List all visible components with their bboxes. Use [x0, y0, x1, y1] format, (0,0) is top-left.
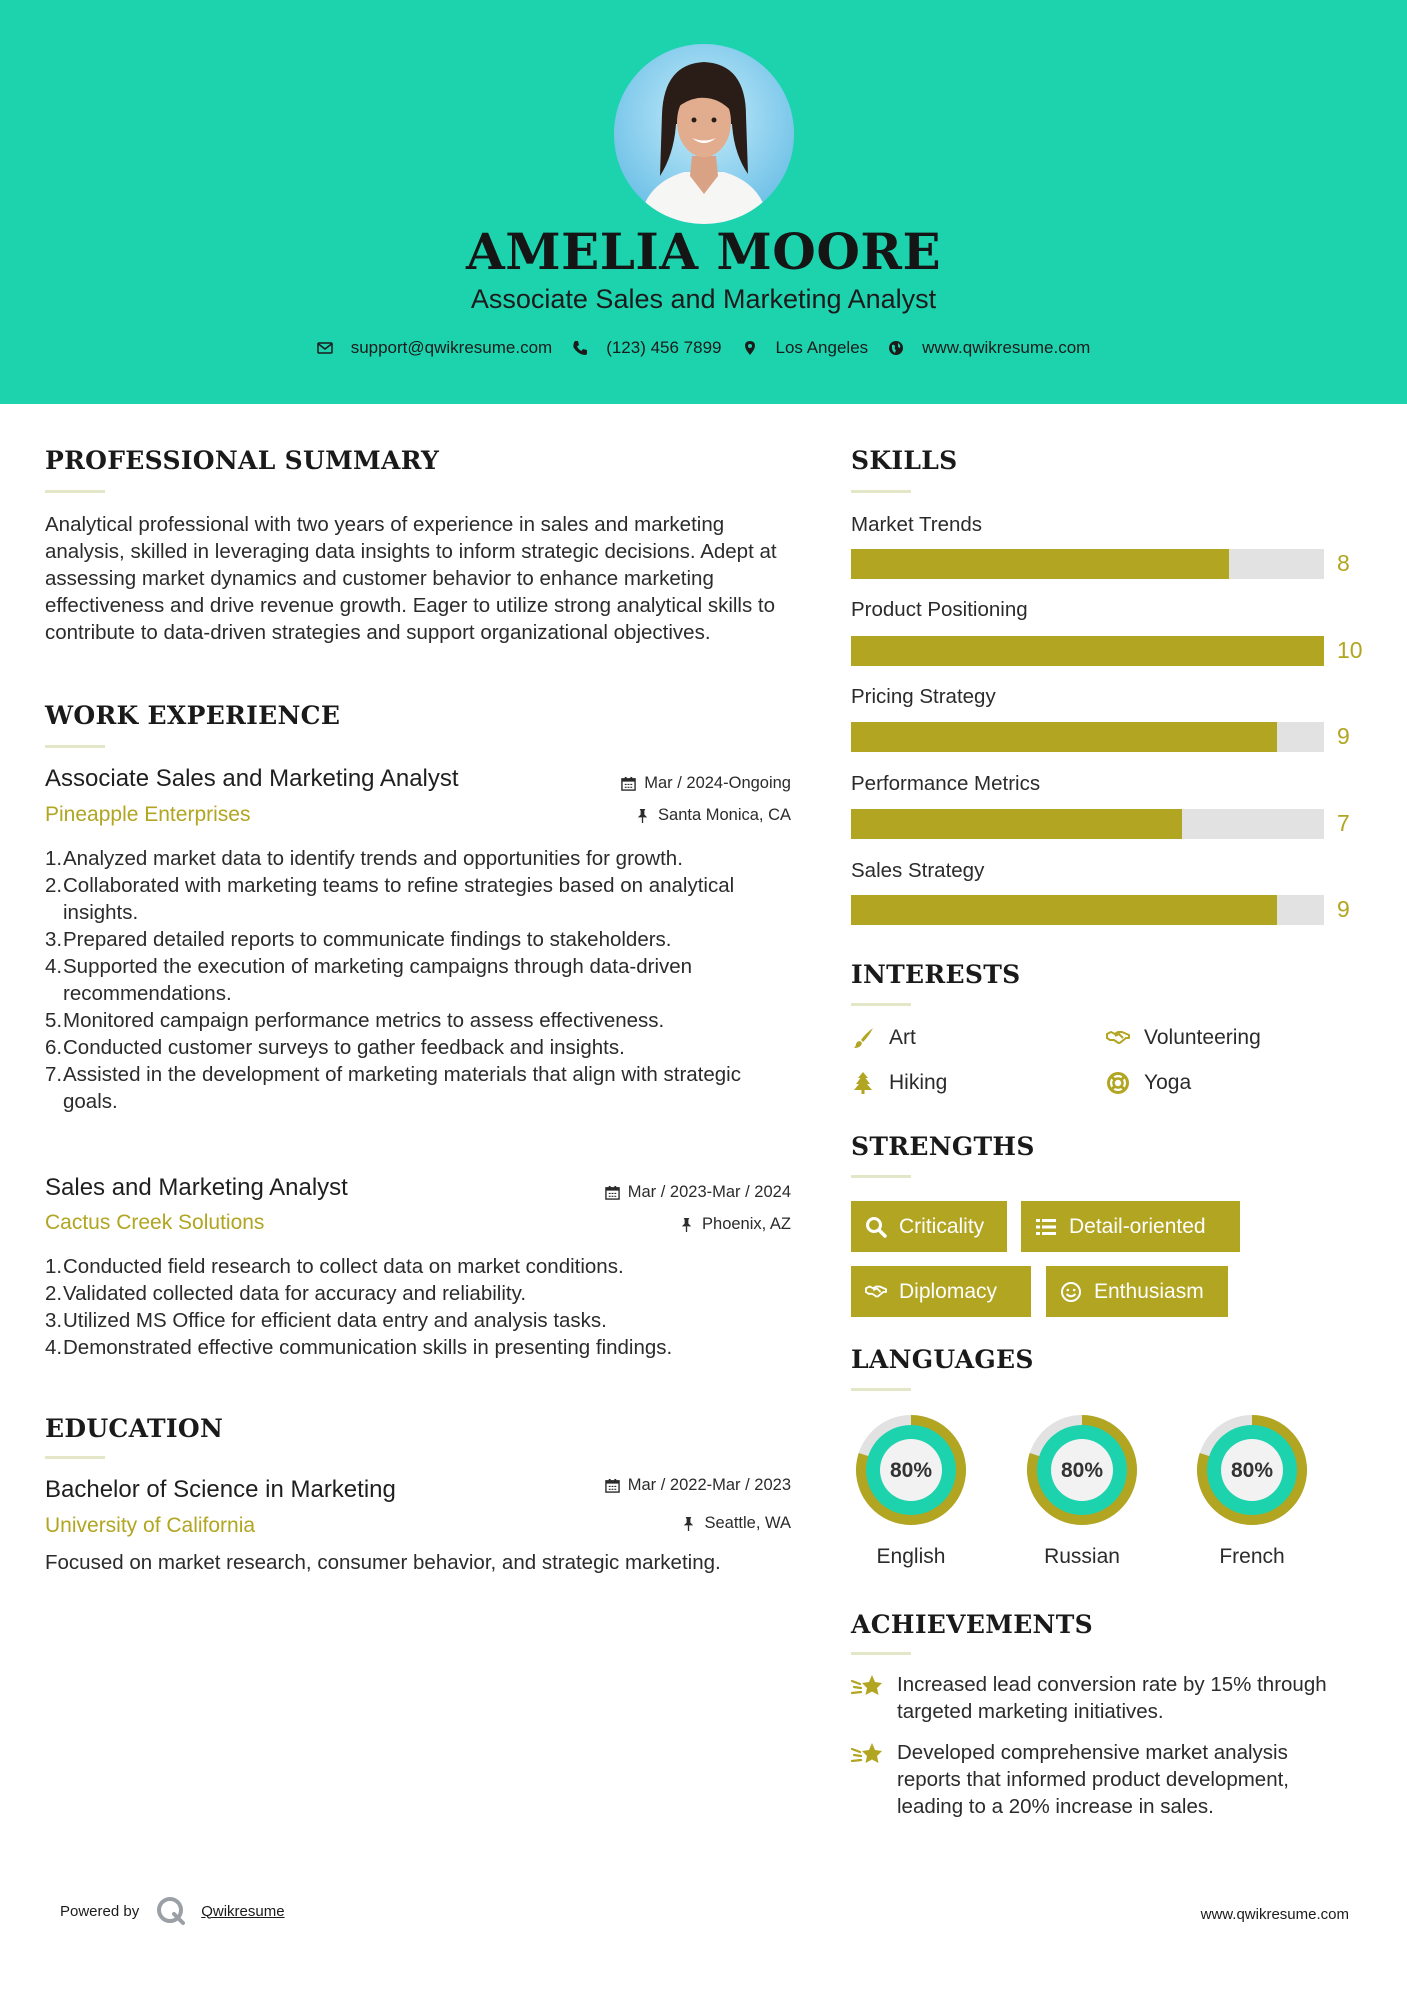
brand-link[interactable]: Qwikresume [201, 1902, 285, 1920]
job-location [540, 806, 791, 825]
interest-item [1106, 1026, 1261, 1050]
strength-label: Diplomacy [899, 1279, 998, 1303]
languages-heading: LANGUAGES [851, 1345, 1034, 1374]
language-name: English [876, 1545, 946, 1568]
experience-divider [45, 745, 105, 748]
achievements-heading: ACHIEVEMENTS [851, 1610, 1093, 1639]
strength-tag [851, 1266, 1031, 1317]
job-title: Associate Sales and Marketing Analyst [45, 765, 459, 792]
language-donut [1021, 1409, 1143, 1531]
job-responsibilities [45, 1253, 805, 1361]
skill-bar [851, 636, 1324, 666]
qwikresume-logo-icon [155, 1895, 187, 1927]
candidate-title: Associate Sales and Marketing Analyst [470, 284, 937, 314]
list-item: Collaborated with marketing teams to refine strategies based on analytical insights. [63, 874, 735, 924]
interest-label: Art [889, 1026, 916, 1049]
list-item: Conducted customer surveys to gather feedback and insights. [63, 1036, 625, 1059]
summary-divider [45, 490, 105, 493]
achievement-text: Increased lead conversion rate by 15% through targeted marketing initiatives. [897, 1673, 1327, 1723]
skill-score: 8 [1337, 550, 1350, 576]
candidate-name: AMELIA MOORE [465, 222, 942, 281]
language-name: Russian [1044, 1545, 1120, 1568]
company-name: Cactus Creek Solutions [45, 1211, 265, 1234]
lifebuoy-icon [1106, 1071, 1130, 1095]
skill-label: Product Positioning [851, 598, 1028, 621]
education-location-text: Seattle, WA [704, 1514, 791, 1532]
interests-heading: INTERESTS [851, 960, 1021, 989]
contact-phone[interactable] [572, 338, 721, 358]
achievements-divider [851, 1652, 911, 1655]
smile-icon [1060, 1281, 1082, 1303]
language-percent: 80% [1060, 1459, 1104, 1482]
skills-heading: SKILLS [851, 446, 958, 475]
school-name: University of California [45, 1514, 256, 1537]
job-location [540, 1215, 791, 1234]
list-item: Utilized MS Office for efficient data entry and analysis tasks. [63, 1309, 607, 1332]
interest-label: Volunteering [1144, 1026, 1261, 1049]
interest-item [1106, 1071, 1191, 1095]
pushpin-icon [635, 808, 650, 823]
location-text: Los Angeles [775, 338, 869, 357]
skill-bar-fill [851, 895, 1277, 925]
education-dates [540, 1476, 791, 1495]
globe-icon [888, 340, 904, 356]
language-item [850, 1409, 972, 1569]
contact-website[interactable] [888, 338, 1090, 358]
list-item: Conducted field research to collect data on market conditions. [63, 1255, 624, 1278]
skill-bar-fill [851, 809, 1182, 839]
skill-bar [851, 895, 1324, 925]
pushpin-icon [681, 1516, 696, 1531]
handshake-icon [1106, 1026, 1130, 1050]
strengths-heading: STRENGTHS [851, 1132, 1035, 1161]
phone-text: (123) 456 7899 [606, 338, 722, 357]
language-item [1191, 1409, 1313, 1569]
list-item: Assisted in the development of marketing materials that align with strategic goals. [63, 1063, 741, 1113]
skill-bar [851, 809, 1324, 839]
skill-bar [851, 722, 1324, 752]
pushpin-icon [679, 1217, 694, 1232]
language-percent: 80% [1230, 1459, 1274, 1482]
interest-label: Hiking [889, 1071, 948, 1094]
strength-tag [1021, 1201, 1240, 1252]
skill-label: Pricing Strategy [851, 685, 996, 708]
job-location-text: Santa Monica, CA [658, 806, 791, 824]
shooting-star-icon [851, 1671, 885, 1701]
language-item [1021, 1409, 1143, 1569]
language-donut [850, 1409, 972, 1531]
skill-score: 7 [1337, 810, 1350, 836]
job-dates-text: Mar / 2023-Mar / 2024 [627, 1183, 791, 1201]
summary-heading: PROFESSIONAL SUMMARY [45, 446, 440, 475]
search-icon [865, 1216, 887, 1238]
education-dates-text: Mar / 2022-Mar / 2023 [627, 1476, 791, 1494]
job-location-text: Phoenix, AZ [702, 1215, 791, 1233]
resume-header [0, 0, 1407, 404]
contact-email[interactable] [317, 338, 553, 358]
calendar-icon [605, 1185, 620, 1200]
language-percent: 80% [889, 1459, 933, 1482]
interest-label: Yoga [1144, 1071, 1192, 1094]
skill-score: 10 [1337, 637, 1363, 663]
phone-icon [572, 340, 588, 356]
job-responsibilities [45, 845, 800, 1115]
languages-divider [851, 1388, 911, 1391]
skills-divider [851, 490, 911, 493]
footer-powered-by [60, 1895, 285, 1927]
strengths-divider [851, 1175, 911, 1178]
envelope-icon [317, 340, 333, 356]
skill-bar-fill [851, 722, 1277, 752]
company-name: Pineapple Enterprises [45, 803, 251, 826]
strength-tag [851, 1201, 1007, 1252]
handshake-icon [865, 1281, 887, 1303]
skill-label: Sales Strategy [851, 859, 985, 882]
footer-website[interactable]: www.qwikresume.com [1200, 1906, 1349, 1923]
website-text: www.qwikresume.com [922, 338, 1091, 357]
list-item: Supported the execution of marketing campaigns through data-driven recommendations. [63, 955, 693, 1005]
achievement-text: Developed comprehensive market analysis reports that informed product development, leading to a 20% increase in sales. [897, 1741, 1289, 1818]
job-title: Sales and Marketing Analyst [45, 1174, 348, 1201]
strength-label: Criticality [899, 1214, 985, 1238]
list-item: Monitored campaign performance metrics to assess effectiveness. [63, 1009, 665, 1032]
interests-divider [851, 1003, 911, 1006]
achievement-item [851, 1671, 1351, 1725]
list-item: Validated collected data for accuracy and reliability. [63, 1282, 527, 1305]
calendar-icon [605, 1478, 620, 1493]
paintbrush-icon [851, 1026, 875, 1050]
map-pin-icon [742, 340, 758, 356]
contact-location [742, 338, 869, 358]
list-item: Prepared detailed reports to communicate findings to stakeholders. [63, 928, 672, 951]
summary-text: Analytical professional with two years of experience in sales and marketing analysis, skilled in leveraging data insights to inform strategic decisions. Adept at assessing market dynamics and customer behavior to enhance marketing effectiveness and drive revenue growth. Eager to utilize strong analytical skills to contribute to data-driven strategies and support organizational objectives. [45, 513, 777, 644]
list-item: Analyzed market data to identify trends and opportunities for growth. [63, 847, 683, 870]
skill-bar-fill [851, 549, 1229, 579]
skill-bar-fill [851, 636, 1324, 666]
list-icon [1035, 1216, 1057, 1238]
skill-label: Performance Metrics [851, 772, 1041, 795]
education-location [540, 1514, 791, 1533]
list-item: Demonstrated effective communication skills in presenting findings. [63, 1336, 673, 1359]
job-dates [540, 1183, 791, 1202]
strength-label: Detail-oriented [1069, 1214, 1206, 1238]
tree-icon [851, 1071, 875, 1095]
job-dates-text: Mar / 2024-Ongoing [644, 774, 791, 792]
achievement-item [851, 1739, 1351, 1820]
degree-title: Bachelor of Science in Marketing [45, 1476, 396, 1503]
shooting-star-icon [851, 1739, 885, 1769]
strength-tag [1046, 1266, 1228, 1317]
language-name: French [1219, 1545, 1285, 1568]
experience-heading: WORK EXPERIENCE [45, 701, 341, 730]
skill-score: 9 [1337, 896, 1350, 922]
strength-label: Enthusiasm [1094, 1279, 1204, 1303]
email-text: support@qwikresume.com [350, 338, 553, 357]
job-dates [540, 774, 791, 793]
powered-by-text: Powered by [60, 1902, 140, 1920]
skill-label: Market Trends [851, 513, 983, 536]
calendar-icon [621, 776, 636, 791]
education-description: Focused on market research, consumer behavior, and strategic marketing. [45, 1551, 721, 1574]
interest-item [851, 1026, 916, 1050]
contact-bar [0, 338, 1407, 358]
profile-photo [614, 44, 794, 224]
interest-item [851, 1071, 947, 1095]
education-divider [45, 1456, 105, 1459]
skill-score: 9 [1337, 723, 1350, 749]
language-donut [1191, 1409, 1313, 1531]
education-heading: EDUCATION [45, 1414, 224, 1443]
skill-bar [851, 549, 1324, 579]
